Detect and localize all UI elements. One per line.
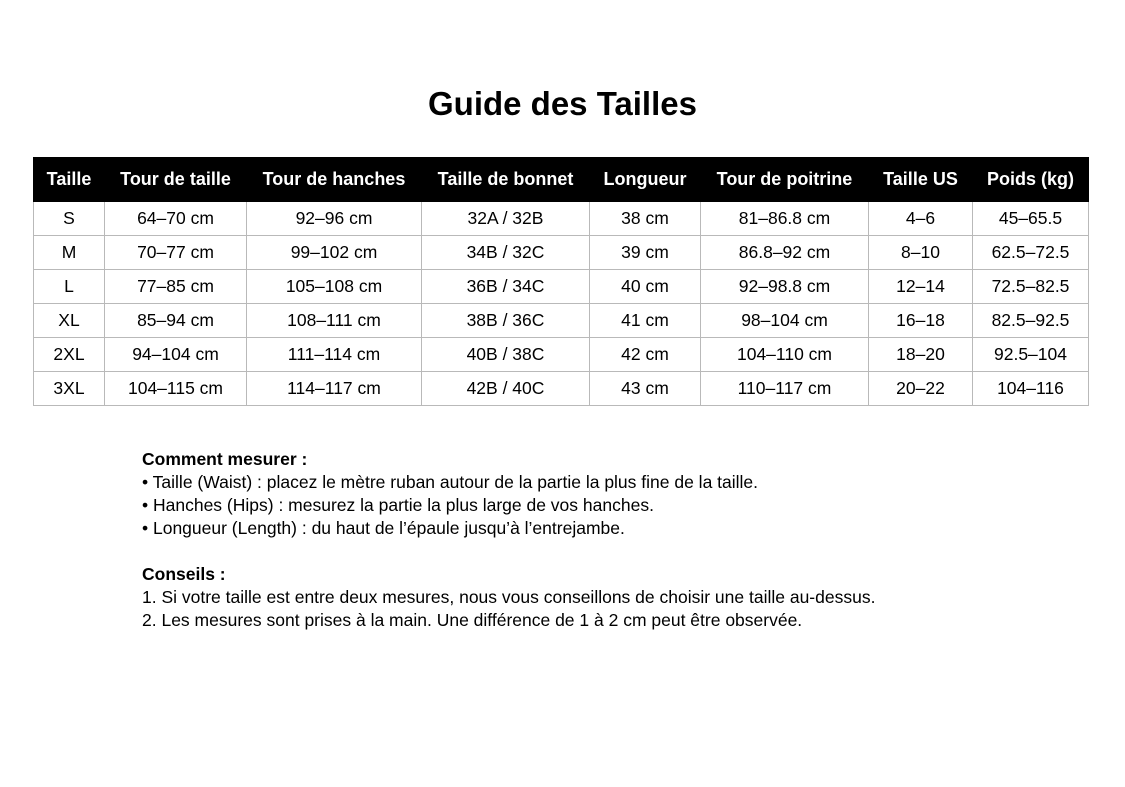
table-cell: 41 cm — [590, 304, 701, 338]
table-cell: M — [34, 236, 105, 270]
table-row — [34, 304, 1089, 338]
table-cell: 82.5–92.5 — [973, 304, 1089, 338]
table-header-row — [34, 158, 1089, 202]
header-taille-us: Taille US — [869, 158, 973, 202]
table-cell: 86.8–92 cm — [701, 236, 869, 270]
table-cell: 81–86.8 cm — [701, 202, 869, 236]
table-cell: 34B / 32C — [422, 236, 590, 270]
header-taille-de-bonnet: Taille de bonnet — [422, 158, 590, 202]
table-cell: 4–6 — [869, 202, 973, 236]
table-cell: 36B / 34C — [422, 270, 590, 304]
table-cell: 64–70 cm — [105, 202, 247, 236]
measure-item: • Taille (Waist) : placez le mètre ruban autour de la partie la plus fine de la taille. — [142, 472, 759, 492]
notes-section — [142, 448, 1042, 632]
table-cell: 92–98.8 cm — [701, 270, 869, 304]
header-tour-de-poitrine: Tour de poitrine — [701, 158, 869, 202]
table-row — [34, 372, 1089, 406]
table-cell: 39 cm — [590, 236, 701, 270]
table-cell: 94–104 cm — [105, 338, 247, 372]
tips-item: 1. Si votre taille est entre deux mesures, nous vous conseillons de choisir une taille au-dessus. — [142, 587, 876, 607]
table-cell: L — [34, 270, 105, 304]
table-cell: 105–108 cm — [247, 270, 422, 304]
table-cell: 38B / 36C — [422, 304, 590, 338]
tips-heading: Conseils : — [142, 564, 226, 584]
page-title: Guide des Tailles — [428, 85, 697, 122]
table-cell: 20–22 — [869, 372, 973, 406]
table-cell: 18–20 — [869, 338, 973, 372]
table-row — [34, 236, 1089, 270]
measure-item: • Hanches (Hips) : mesurez la partie la plus large de vos hanches. — [142, 495, 654, 515]
table-cell: XL — [34, 304, 105, 338]
table-cell: 42 cm — [590, 338, 701, 372]
size-table — [33, 157, 1089, 406]
header-tour-de-taille: Tour de taille — [105, 158, 247, 202]
header-taille: Taille — [34, 158, 105, 202]
table-cell: 2XL — [34, 338, 105, 372]
table-cell: 77–85 cm — [105, 270, 247, 304]
table-cell: 72.5–82.5 — [973, 270, 1089, 304]
table-cell: 40B / 38C — [422, 338, 590, 372]
table-cell: 111–114 cm — [247, 338, 422, 372]
table-cell: 62.5–72.5 — [973, 236, 1089, 270]
table-row — [34, 338, 1089, 372]
table-cell: 110–117 cm — [701, 372, 869, 406]
tips-item: 2. Les mesures sont prises à la main. Une différence de 1 à 2 cm peut être observée. — [142, 610, 803, 630]
header-longueur: Longueur — [590, 158, 701, 202]
table-cell: 104–116 — [973, 372, 1089, 406]
table-cell: 85–94 cm — [105, 304, 247, 338]
table-cell: 16–18 — [869, 304, 973, 338]
table-row — [34, 270, 1089, 304]
table-cell: 32A / 32B — [422, 202, 590, 236]
table-cell: 8–10 — [869, 236, 973, 270]
table-cell: 99–102 cm — [247, 236, 422, 270]
table-cell: 38 cm — [590, 202, 701, 236]
measure-item: • Longueur (Length) : du haut de l’épaule jusqu’à l’entrejambe. — [142, 518, 625, 538]
table-cell: 92–96 cm — [247, 202, 422, 236]
section-spacer — [142, 540, 1042, 563]
table-cell: 42B / 40C — [422, 372, 590, 406]
table-cell: 45–65.5 — [973, 202, 1089, 236]
table-cell: 70–77 cm — [105, 236, 247, 270]
table-cell: 92.5–104 — [973, 338, 1089, 372]
table-cell: 114–117 cm — [247, 372, 422, 406]
table-cell: 40 cm — [590, 270, 701, 304]
table-cell: 12–14 — [869, 270, 973, 304]
table-row — [34, 202, 1089, 236]
table-cell: 104–110 cm — [701, 338, 869, 372]
table-cell: 43 cm — [590, 372, 701, 406]
table-cell: 104–115 cm — [105, 372, 247, 406]
table-cell: 108–111 cm — [247, 304, 422, 338]
table-cell: 98–104 cm — [701, 304, 869, 338]
table-cell: S — [34, 202, 105, 236]
table-cell: 3XL — [34, 372, 105, 406]
header-poids: Poids (kg) — [973, 158, 1089, 202]
measure-heading: Comment mesurer : — [142, 449, 308, 469]
header-tour-de-hanches: Tour de hanches — [247, 158, 422, 202]
